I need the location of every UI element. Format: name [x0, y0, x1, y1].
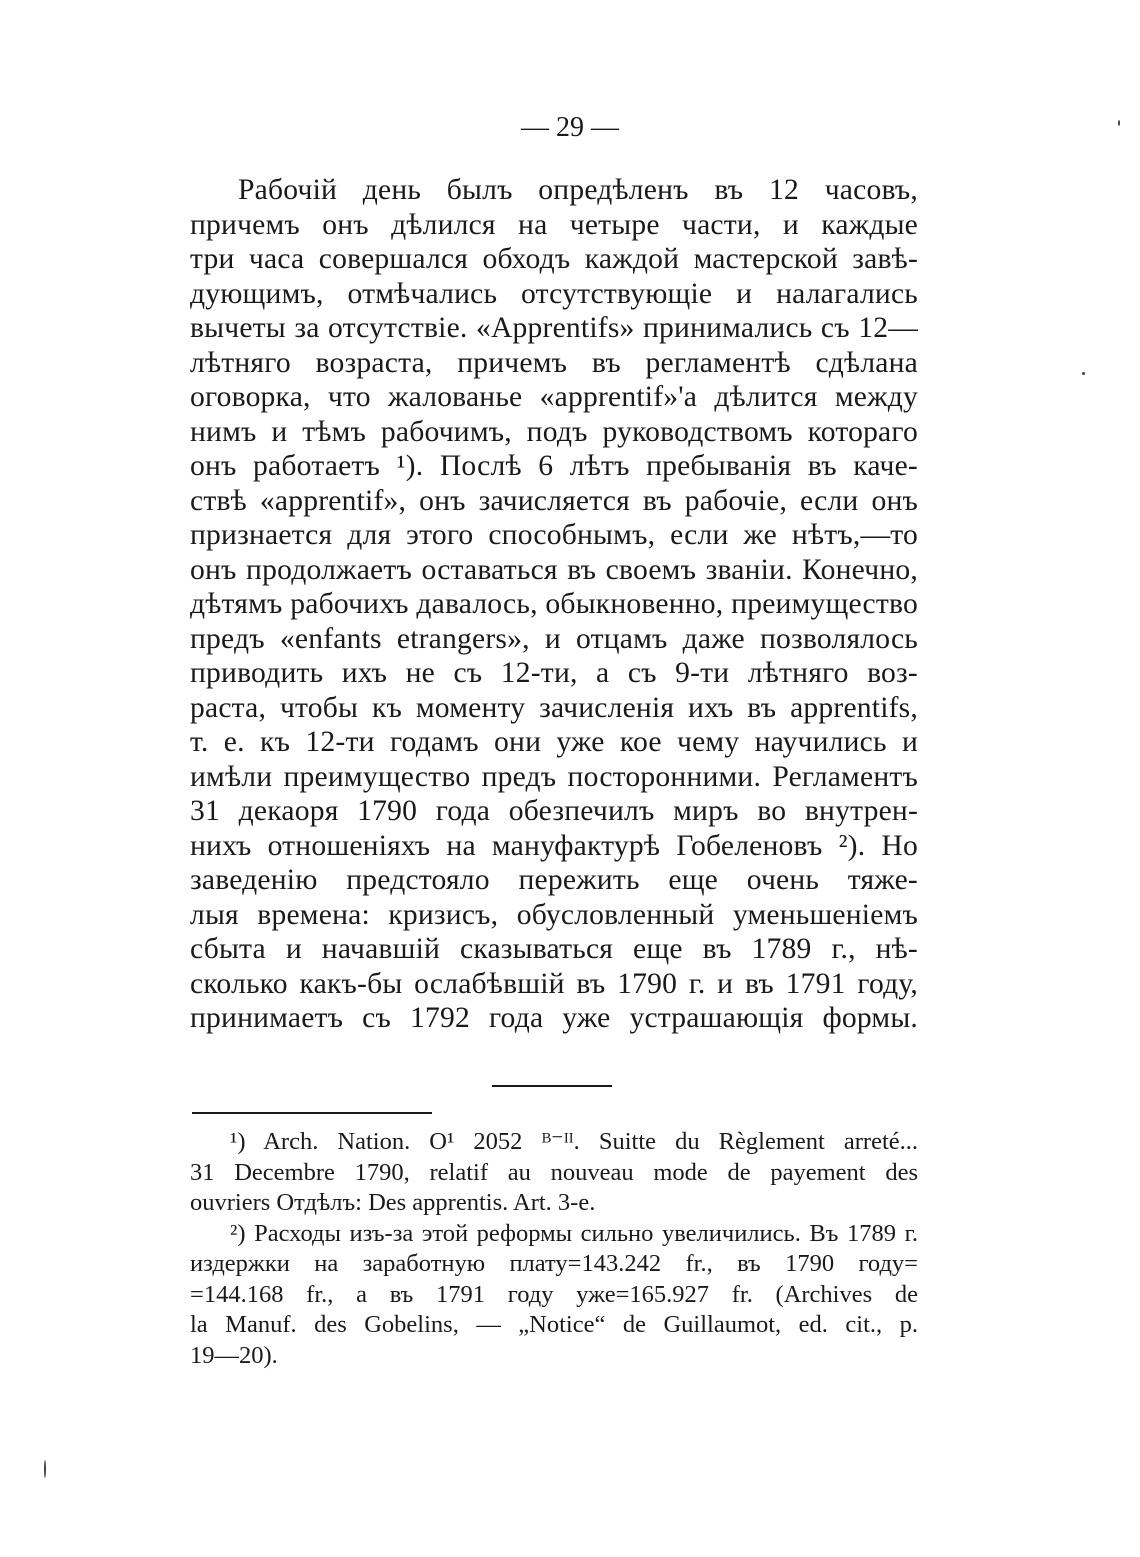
footnote-line: =144.168 fr., а въ 1791 году уже=165.927 fr. (Archives de	[190, 1280, 918, 1308]
body-line: Рабочій день былъ опредѣленъ въ 12 часовъ,	[238, 174, 918, 206]
body-line: ствѣ «apprentif», онъ зачисляется въ рабочіе, если онъ	[190, 484, 918, 517]
footnotes	[190, 1127, 918, 1371]
section-divider	[492, 1085, 612, 1087]
footnote-2	[190, 1219, 918, 1372]
body-line: сколько какъ-бы ослабѣвшій въ 1790 г. и въ 1791 году,	[190, 967, 918, 1000]
body-line: лыя времена: кризисъ, обусловленный уменьшеніемъ	[190, 898, 918, 931]
body-line: лѣтняго возраста, причемъ въ регламентѣ сдѣлана	[190, 346, 918, 379]
scan-speck	[1118, 120, 1120, 126]
body-line: три часа совершался обходъ каждой мастерской завѣ-	[190, 243, 918, 275]
body-line: причемъ онъ дѣлился на четыре части, и каждые	[190, 208, 918, 241]
body-line: 31 декаоря 1790 года обезпечилъ миръ во внутрен-	[190, 795, 918, 827]
body-line: дѣтямъ рабочихъ давалось, обыкновенно, преимущество	[190, 588, 918, 620]
footnote-line: ²) Расходы изъ-за этой реформы сильно увеличились. Въ 1789 г.	[230, 1219, 918, 1247]
body-line: сбыта и начавшій сказываться еще въ 1789 г., нѣ-	[190, 933, 918, 965]
page-number: — 29 —	[521, 112, 619, 143]
footnote-line: ¹) Arch. Nation. O¹ 2052 ᴮ⁻ᴵᴵ. Suitte du Règlement arreté...	[230, 1128, 918, 1155]
body-line: приводить ихъ не съ 12-ти, а съ 9-ти лѣтняго воз-	[190, 657, 918, 689]
body-text	[190, 173, 918, 1036]
body-line: признается для этого способнымъ, если же нѣтъ,—то	[190, 519, 918, 551]
body-line: нимъ и тѣмъ рабочимъ, подъ руководствомъ котораго	[190, 415, 918, 448]
body-line: имѣли преимущество предъ посторонними. Регламентъ	[190, 760, 918, 793]
footnote-line: издержки на заработную плату=143.242 fr., въ 1790 году=	[190, 1250, 918, 1277]
scan-speck	[1082, 372, 1085, 375]
footnote-separator	[192, 1112, 432, 1114]
footnote-line: ouvriers Отдѣлъ: Des apprentis. Art. 3-e.	[190, 1189, 596, 1216]
scan-speck	[44, 1460, 46, 1478]
body-line: раста, чтобы къ моменту зачисленія ихъ въ apprentifs,	[190, 691, 918, 724]
body-line: вычеты за отсутствіе. «Apprentifs» принимались съ 12—	[190, 312, 918, 344]
body-line: заведенію предстояло пережить еще очень тяже-	[190, 864, 918, 896]
body-line: оговорка, что жалованье «apprentif»'а дѣлится между	[190, 381, 918, 413]
body-line: принимаетъ съ 1792 года уже устрашающія формы.	[190, 1002, 918, 1034]
footnote-line: 31 Decembre 1790, relatif au nouveau mode de payement des	[190, 1158, 918, 1186]
body-line: нихъ отношеніяхъ на мануфактурѣ Гобеленовъ ²). Но	[190, 829, 918, 862]
body-line: дующимъ, отмѣчались отсутствующіе и налагались	[190, 277, 918, 310]
body-line: онъ работаетъ ¹). Послѣ 6 лѣтъ пребыванія въ каче-	[190, 450, 918, 482]
footnote-line: 19—20).	[190, 1341, 278, 1369]
body-line: онъ продолжаетъ оставаться въ своемъ званіи. Конечно,	[190, 553, 918, 586]
footnote-line: la Manuf. des Gobelins, — „Notice“ de Guillaumot, ed. cit., p.	[190, 1311, 918, 1338]
body-line: предъ «enfants etrangers», и отцамъ даже позволялось	[190, 622, 918, 655]
footnote-1	[190, 1127, 918, 1219]
body-line: т. е. къ 12-ти годамъ они уже кое чему научились и	[190, 726, 918, 758]
